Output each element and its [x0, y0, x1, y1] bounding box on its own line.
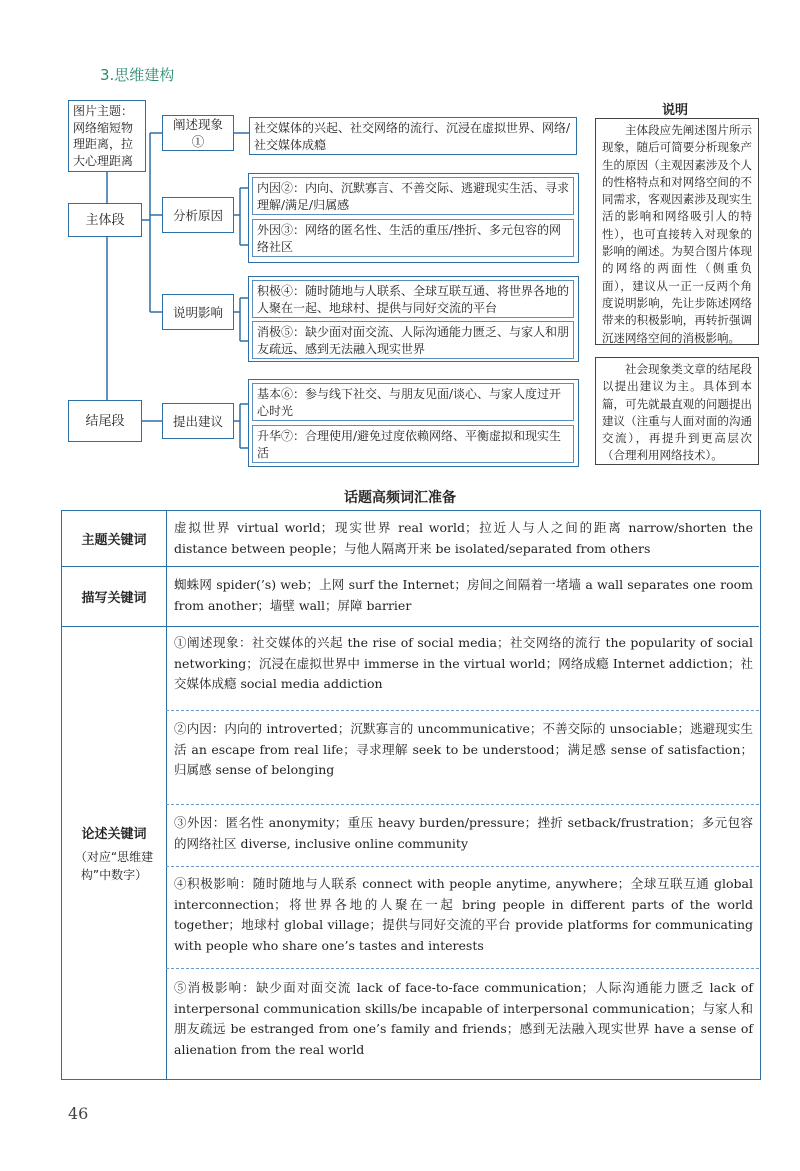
describe-keywords-row [62, 567, 759, 627]
picture-topic-box: 图片主题：网络缩短物理距离，拉大心理距离 [68, 100, 146, 172]
explain-effects-node: 说明影响 [162, 294, 234, 330]
argue-keywords-label: 论述关键词 （对应“思维建构”中数字） [62, 627, 167, 1079]
basic-suggestion-box: 基本⑥：参与线下社交、与朋友见面/谈心、与家人度过开心时光 [252, 383, 574, 421]
ending-node: 结尾段 [68, 400, 142, 442]
theme-keywords-row [62, 511, 759, 567]
describe-phenomenon-node: 阐述现象① [162, 115, 234, 151]
positive-effect-box: 积极④：随时随地与人联系、全球互联互通、将世界各地的人聚在一起、地球村、提供与同好交流的平台 [252, 280, 574, 318]
notes-heading: 说明 [661, 103, 688, 118]
note-main-body: 主体段应先阐述图片所示现象，随后可简要分析现象产生的原因（主观因素涉及个人的性格特点和对网络空间的不同需求，客观因素涉及现实生活的影响和网络吸引人的特性），也可直接转入对现象的影响的阐述。为契合图片体现的网络的两面性（侧重负面），建议从一正一反两个角度说明影响，先让步陈述网络带来的积极影响，再转折强调沉迷网络空间的消极影响。 [595, 118, 759, 345]
argue-item-1: ①阐述现象：社交媒体的兴起 the rise of social media；社交网络的流行 the popularity of social networking；沉浸在虚拟世界中 immerse in the virtual world；网络成瘾 Internet addiction；社交媒体成瘾 social media addiction [166, 627, 759, 711]
analyze-causes-node: 分析原因 [162, 197, 234, 233]
argue-item-5: ⑤消极影响：缺少面对面交流 lack of face-to-face communication；人际沟通能力匮乏 lack of interpersonal communication skills/be incapable of interpersonal communication；与家人和朋友疏远 be estranged from one’s family and friends；感到无法融入现实世界 have a sense of alienation from the real world [174, 980, 753, 1057]
describe-keywords-text: 蜘蛛网 spider(’s) web；上网 surf the Internet；房间之间隔着一堵墙 a wall separates one room from another；墙壁 wall；屏障 barrier [174, 577, 753, 613]
argue-item-2: ②内因：内向的 introverted；沉默寡言的 uncommunicative；不善交际的 unsociable；逃避现实生活 an escape from real life；寻求理解 seek to be understood；满足感 sense of satisfaction；归属感 sense of belonging [166, 711, 759, 805]
suggestions-group [248, 379, 579, 467]
theme-keywords-text: 虚拟世界 virtual world；现实世界 real world；拉近人与人之间的距离 narrow/shorten the distance between people；与他人隔离开来 be isolated/separated from others [174, 520, 753, 556]
theme-keywords-label: 主题关键词 [62, 511, 167, 566]
vocab-table-title: 话题高频词汇准备 [344, 490, 456, 506]
negative-effect-box: 消极⑤：缺少面对面交流、人际沟通能力匮乏、与家人和朋友疏远、感到无法融入现实世界 [252, 321, 574, 359]
argue-item-3: ③外因：匿名性 anonymity；重压 heavy burden/pressure；挫折 setback/frustration；多元包容的网络社区 diverse, inclusive online community [166, 805, 759, 867]
argue-item-4: ④积极影响：随时随地与人联系 connect with people anytime, anywhere；全球互联互通 global interconnection；将世界各地的人聚在一起 bring people in different parts of the world together；地球村 global village；提供与同好交流的平台 provide platforms for communicating with people who share one’s tastes and interests [166, 867, 759, 969]
make-suggestions-node: 提出建议 [162, 403, 234, 439]
main-body-node: 主体段 [68, 203, 142, 237]
upgraded-suggestion-box: 升华⑦：合理使用/避免过度依赖网络、平衡虚拟和现实生活 [252, 425, 574, 463]
section-title: 3.思维建构 [100, 66, 175, 84]
inner-cause-box: 内因②：内向、沉默寡言、不善交际、逃避现实生活、寻求理解/满足/归属感 [252, 177, 574, 215]
outer-cause-box: 外因③：网络的匿名性、生活的重压/挫折、多元包容的网络社区 [252, 219, 574, 257]
causes-group [248, 173, 579, 263]
phenomenon-detail-box: 社交媒体的兴起、社交网络的流行、沉浸在虚拟世界、网络/社交媒体成瘾 [249, 117, 577, 155]
note-ending: 社会现象类文章的结尾段以提出建议为主。具体到本篇，可先就最直观的问题提出建议（注重与人面对面的沟通交流），再提升到更高层次（合理利用网络技术）。 [595, 357, 759, 465]
argue-keywords-row [62, 627, 759, 1079]
page-number: 46 [68, 1104, 89, 1123]
describe-keywords-label: 描写关键词 [62, 567, 167, 626]
effects-group [248, 276, 579, 362]
vocab-table [61, 510, 761, 1080]
